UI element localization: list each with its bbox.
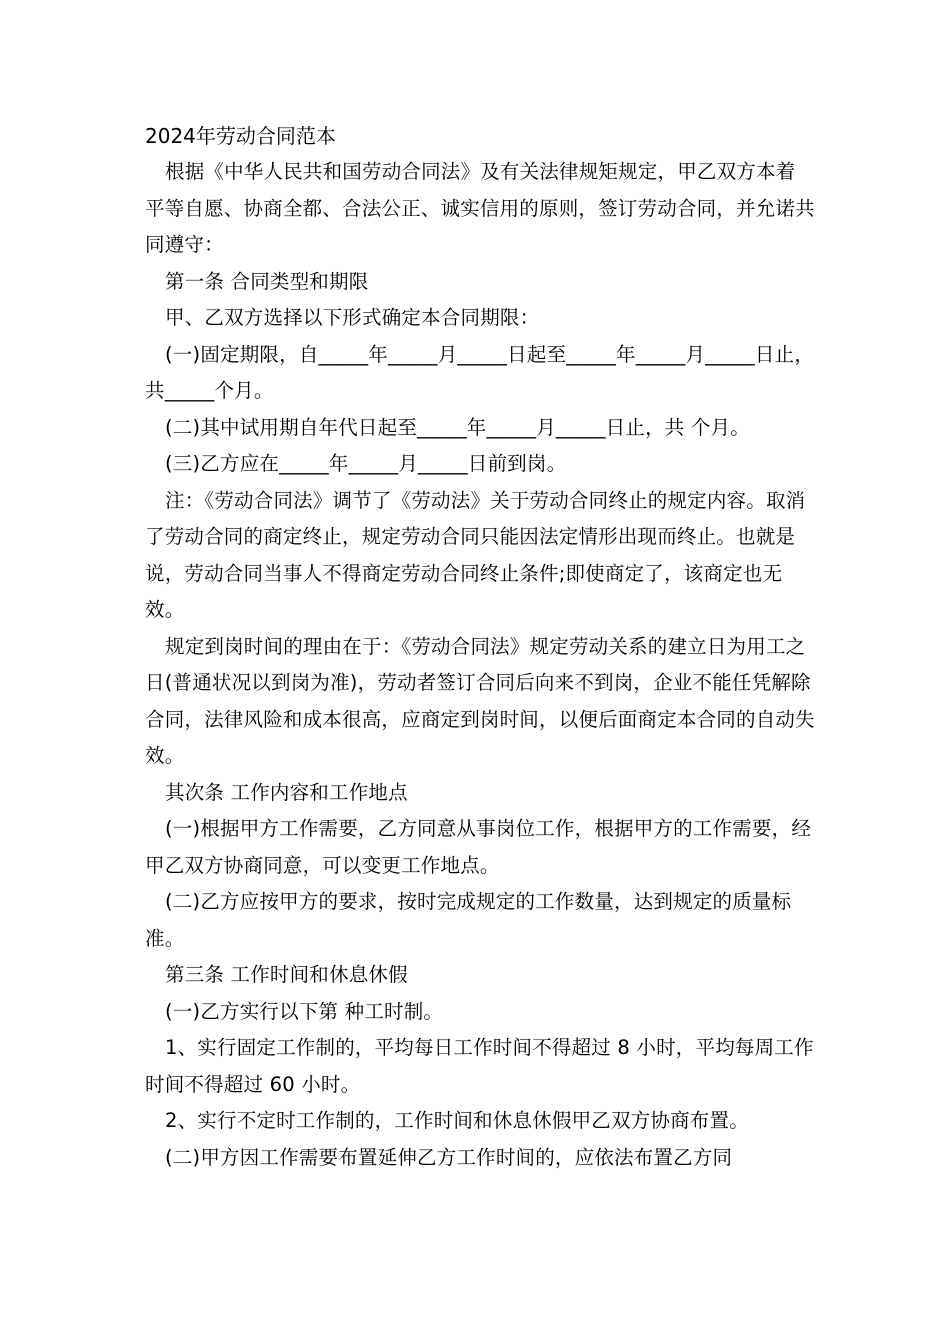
paragraph-work-hours-system: (一)乙方实行以下第 种工时制。 (165, 999, 444, 1023)
article-2-heading: 其次条 工作内容和工作地点 (165, 780, 408, 804)
document-body (145, 118, 815, 1176)
paragraph-preamble: 根据《中华人民共和国劳动合同法》及有关法律规矩规定，甲乙双方本着平等自愿、协商全都、合法公正、诚实信用的原则，签订劳动合同，并允诺共同遵守： (145, 160, 815, 256)
document-title: 2024年劳动合同范本 (145, 124, 336, 148)
paragraph-overtime: (二)甲方因工作需要布置延伸乙方工作时间的，应依法布置乙方同 (165, 1145, 733, 1169)
paragraph-report-reason: 规定到岗时间的理由在于：《劳动合同法》规定劳动关系的建立日为用工之日(普通状况以到岗为准)，劳动者签订合同后向来不到岗，企业不能任凭解除合同，法律风险和成本很高，应商定到岗时间，以便后面商定本合同的自动失效。 (145, 634, 815, 767)
paragraph-note: 注：《劳动合同法》调节了《劳动法》关于劳动合同终止的规定内容。取消了劳动合同的商定终止，规定劳动合同只能因法定情形出现而终止。也就是说，劳动合同当事人不得商定劳动合同终止条件;即使商定了，该商定也无效。 (145, 488, 806, 621)
paragraph-term-selection: 甲、乙双方选择以下形式确定本合同期限： (165, 306, 540, 329)
paragraph-probation: (二)其中试用期自年代日起至_____年_____月_____日止，共 个月。 (165, 415, 750, 439)
paragraph-fixed-term: (一)固定期限，自_____年_____月_____日起至_____年_____月_____日止，共_____个月。 (145, 342, 815, 402)
paragraph-work-content: (一)根据甲方工作需要，乙方同意从事岗位工作，根据甲方的工作需要，经甲乙双方协商同意，可以变更工作地点。 (145, 817, 812, 877)
paragraph-flexible-hours: 2、实行不定时工作制的，工作时间和休息休假甲乙双方协商布置。 (165, 1109, 749, 1132)
article-1-heading: 第一条 合同类型和期限 (165, 269, 369, 293)
paragraph-report-date: (三)乙方应在_____年_____月_____日前到岗。 (165, 452, 567, 475)
article-3-heading: 第三条 工作时间和休息休假 (165, 963, 408, 986)
paragraph-fixed-hours: 1、实行固定工作制的，平均每日工作时间不得超过 8 小时，平均每周工作时间不得超过 60 小时。 (145, 1036, 814, 1096)
paragraph-work-standard: (二)乙方应按甲方的要求，按时完成规定的工作数量，达到规定的质量标准。 (145, 890, 792, 950)
